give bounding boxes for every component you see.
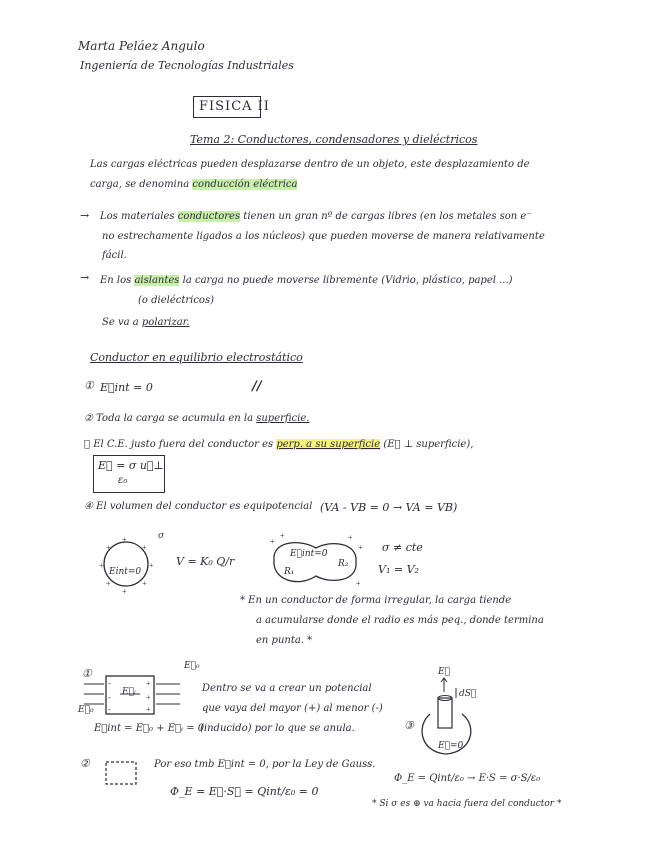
gauss-surface-figure	[104, 760, 140, 788]
conductores-line1: Los materiales conductores tienen un gran nº de cargas libres (en los metales son e⁻	[100, 211, 532, 222]
slab-number: ①	[82, 667, 92, 680]
item1-formula: E⃗int = 0	[100, 381, 153, 394]
gauss-right-formula: Φ_E = Qint/ε₀ → E·S = σ·S/ε₀	[394, 773, 541, 784]
svg-text:-: -	[108, 679, 111, 688]
term-conductores: conductores	[177, 211, 241, 222]
svg-text:+: +	[142, 579, 147, 588]
aislantes-line2: (o dieléctricos)	[138, 295, 214, 306]
cavity-e: E⃗	[438, 667, 450, 677]
degree-name: Ingeniería de Tecnologías Industriales	[80, 59, 294, 72]
cavity-number: ③	[404, 719, 414, 732]
note-line3: en punta. *	[256, 635, 313, 646]
term-conduccion: conducción eléctrica	[192, 179, 298, 190]
svg-text:+: +	[99, 561, 104, 570]
item3-formula-top: E⃗ = σ u⃗⊥	[98, 459, 164, 472]
irregular-potentials: V₁ = V₂	[378, 563, 419, 576]
slab-figure	[84, 672, 196, 720]
svg-text:+: +	[356, 579, 361, 588]
slab-ei: E⃗ᵢ	[122, 687, 136, 697]
svg-text:+: +	[142, 543, 147, 552]
term-perp: perp. a su superficie	[276, 439, 381, 450]
svg-text:+: +	[348, 533, 353, 542]
sphere-sigma: σ	[158, 531, 165, 541]
svg-text:+: +	[280, 531, 285, 540]
svg-text:+: +	[358, 543, 363, 552]
slab-e0: E⃗₀	[184, 661, 200, 671]
item3: ③ El C.E. justo fuera del conductor es perp. a su superficie (E⃗ ⊥ superficie),	[84, 439, 474, 450]
irregular-r2: R₂	[338, 559, 349, 569]
item1-mark: //	[252, 379, 262, 394]
conductores-line3: fácil.	[102, 250, 127, 261]
irregular-einside: E⃗int=0	[290, 549, 328, 559]
slab-text2: que vaya del mayor (+) al menor (-)	[202, 703, 383, 714]
svg-text:+: +	[122, 535, 127, 544]
irregular-conductor-figure	[268, 531, 364, 590]
conductores-line2: no estrechamente ligados a los núcleos) que pueden moverse de manera relativamente	[102, 231, 545, 242]
item1-number: ①	[84, 379, 94, 392]
note-line1: * En un conductor de forma irregular, la carga tiende	[240, 595, 512, 606]
gauss-text: Por eso tmb E⃗int = 0, por la Ley de Gauss.	[154, 759, 376, 770]
svg-text:+: +	[122, 587, 127, 596]
topic-title: Tema 2: Conductores, condensadores y dieléctricos	[190, 133, 478, 146]
author-name: Marta Peláez Angulo	[78, 39, 205, 53]
sphere-einside: Eint=0	[109, 567, 142, 577]
irregular-sigma: σ ≠ cte	[382, 541, 423, 554]
section-heading: Conductor en equilibrio electrostático	[90, 351, 303, 364]
item4: ④ El volumen del conductor es equipotencial	[84, 501, 313, 512]
gauss-footnote: * Si σ es ⊕ va hacia fuera del conductor *	[372, 799, 562, 809]
svg-text:-: -	[108, 705, 111, 714]
sphere-formula: V = K₀ Q/r	[176, 555, 235, 568]
subject-title: FISICA II	[199, 99, 270, 114]
cavity-ds: dS⃗	[459, 689, 477, 699]
arrow-icon: →	[80, 209, 90, 222]
slab-formula: E⃗int = E⃗₀ + E⃗ᵢ = 0	[94, 723, 205, 734]
term-polarizar: polarizar.	[141, 317, 190, 328]
sphere-figure	[98, 532, 158, 596]
term-aislantes: aislantes	[134, 275, 180, 286]
svg-text:-: -	[108, 693, 111, 702]
irregular-r1: R₁	[284, 567, 295, 577]
svg-text:+: +	[106, 579, 111, 588]
item4-formula: (VA - VB = 0 → VA = VB)	[320, 501, 458, 514]
svg-text:+: +	[106, 543, 111, 552]
svg-text:+: +	[146, 693, 151, 702]
slab-text3: (inducido) por lo que se anula.	[200, 723, 355, 734]
svg-text:+: +	[149, 561, 154, 570]
gauss-number: ②	[80, 757, 90, 770]
note-line2: a acumularse donde el radio es más peq., donde termina	[256, 615, 544, 626]
item3-formula-bottom: ε₀	[118, 475, 128, 486]
svg-text:+: +	[270, 537, 275, 546]
arrow-icon: →	[80, 271, 90, 284]
aislantes-line3: Se va a polarizar.	[102, 317, 190, 328]
slab-e0-left: E⃗₀	[78, 705, 94, 715]
gauss-formula: Φ_E = E⃗·S⃗ = Qint/ε₀ = 0	[170, 785, 319, 798]
svg-text:+: +	[146, 679, 151, 688]
item2: ② Toda la carga se acumula en la superficie.	[84, 413, 310, 424]
intro-line1: Las cargas eléctricas pueden desplazarse dentro de un objeto, este desplazamiento de	[90, 159, 530, 170]
aislantes-line1: En los aislantes la carga no puede moverse libremente (Vidrio, plástico, papel ...)	[100, 275, 513, 286]
intro-line2: carga, se denomina conducción eléctrica	[90, 179, 298, 190]
cavity-einside: E⃗=0	[438, 741, 464, 751]
svg-text:+: +	[146, 705, 151, 714]
slab-text1: Dentro se va a crear un potencial	[202, 683, 372, 694]
